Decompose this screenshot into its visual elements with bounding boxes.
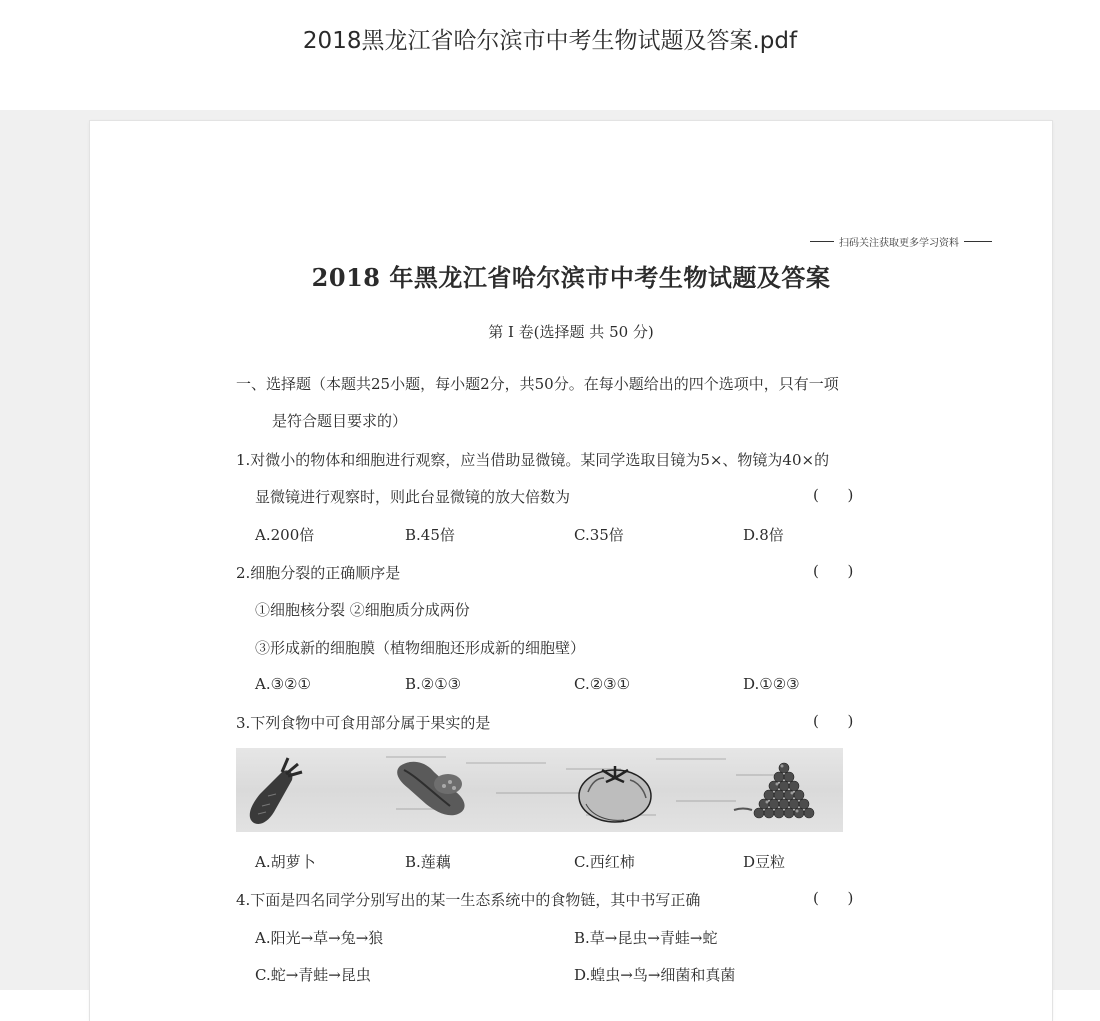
file-title: 2018黑龙江省哈尔滨市中考生物试题及答案.pdf bbox=[302, 28, 798, 54]
lotus-root-image bbox=[397, 762, 464, 816]
question-2-text: ①细胞核分裂 ②细胞质分成两份 bbox=[255, 601, 470, 619]
viewer-header bbox=[0, 0, 1100, 110]
option-c: C.②③① bbox=[574, 675, 631, 693]
option-a: A.③②① bbox=[255, 675, 311, 693]
option-b: B.草→昆虫→青蛙→蛇 bbox=[574, 929, 718, 947]
option-d: D.8倍 bbox=[743, 526, 784, 544]
option-a: A.胡萝卜 bbox=[255, 853, 316, 871]
carrot-image bbox=[250, 758, 302, 824]
question-1-text: 1.对微小的物体和细胞进行观察，应当借助显微镜。某同学选取目镜为5×、物镜为40×的 bbox=[236, 451, 830, 469]
answer-blank: ( ) bbox=[813, 486, 854, 504]
option-c: C.35倍 bbox=[574, 526, 624, 544]
answer-blank: ( ) bbox=[813, 889, 854, 907]
instructions-line: 一、选择题（本题共25小题，每小题2分，共50分。在每小题给出的四个选项中，只有一项 bbox=[236, 375, 839, 393]
option-b: B.莲藕 bbox=[405, 853, 451, 871]
divider bbox=[964, 241, 992, 242]
option-d: D.蝗虫→鸟→细菌和真菌 bbox=[574, 966, 736, 984]
question-3-text: 3.下列食物中可食用部分属于果实的是 bbox=[236, 714, 491, 732]
section-title: 第 I 卷(选择题 共 50 分) bbox=[488, 323, 654, 341]
option-d: D豆粒 bbox=[743, 853, 786, 871]
question-4-text: 4.下面是四名同学分别写出的某一生态系统中的食物链，其中书写正确 bbox=[236, 891, 701, 909]
option-b: B.45倍 bbox=[405, 526, 455, 544]
option-a: A.阳光→草→兔→狼 bbox=[255, 929, 384, 947]
document-title: 2018 年黑龙江省哈尔滨市中考生物试题及答案 bbox=[311, 263, 831, 292]
option-d: D.①②③ bbox=[743, 675, 800, 693]
answer-blank: ( ) bbox=[813, 712, 854, 730]
option-c: C.蛇→青蛙→昆虫 bbox=[255, 966, 371, 984]
peas-image bbox=[734, 763, 814, 818]
option-c: C.西红柿 bbox=[574, 853, 635, 871]
option-b: B.②①③ bbox=[405, 675, 462, 693]
promo-banner bbox=[810, 233, 1025, 249]
promo-text: 扫码关注获取更多学习资料 bbox=[839, 237, 959, 249]
tomato-image bbox=[579, 766, 651, 822]
food-images-figure bbox=[236, 748, 843, 832]
pdf-page bbox=[90, 121, 1052, 1021]
divider bbox=[810, 241, 834, 242]
question-1-text: 显微镜进行观察时，则此台显微镜的放大倍数为 bbox=[255, 488, 571, 506]
question-2-text: ③形成新的细胞膜（植物细胞还形成新的细胞壁） bbox=[255, 639, 586, 657]
answer-blank: ( ) bbox=[813, 562, 854, 580]
instructions-line: 是符合题目要求的） bbox=[272, 412, 408, 430]
question-2-text: 2.细胞分裂的正确顺序是 bbox=[236, 564, 401, 582]
option-a: A.200倍 bbox=[255, 526, 315, 544]
